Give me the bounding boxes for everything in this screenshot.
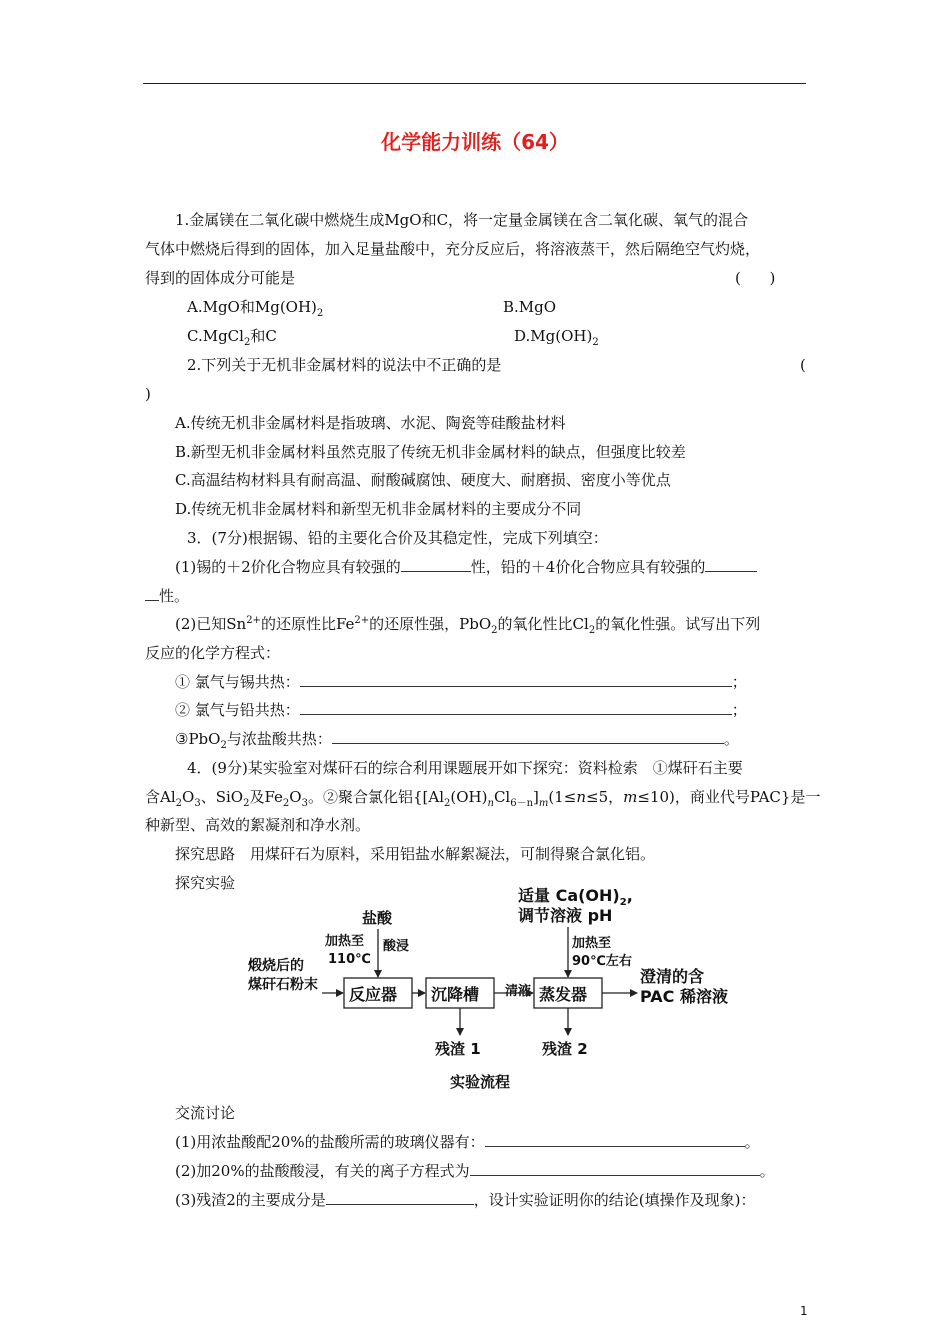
q2-option-a: A.传统无机非金属材料是指玻璃、水泥、陶瓷等硅酸盐材料	[175, 414, 566, 432]
flow-input-line-2: 煤矸石粉末	[248, 977, 318, 993]
q3-stem: 3．(7分)根据锡、铅的主要化合价及其稳定性，完成下列填空：	[187, 529, 608, 547]
q1-option-d: $D.Mg(OH)_2$	[514, 327, 599, 348]
q1-line-2: 气体中燃烧后得到的固体，加入足量盐酸中，充分反应后，将溶液蒸干，然后隔绝空气灼烧，	[145, 240, 761, 258]
flow-caoh2-line-2: 调节溶液 pH	[518, 906, 613, 925]
answer-blank[interactable]	[145, 586, 159, 601]
answer-blank[interactable]	[401, 557, 471, 572]
answer-blank[interactable]	[705, 557, 757, 572]
flow-box-reactor-label: 反应器	[349, 985, 398, 1004]
flow-output-line-1: 澄清的含	[640, 967, 705, 986]
flow-input-line-1: 煅烧后的	[248, 958, 304, 974]
q3-eq-2: ② 氯气与铅共热： ；	[175, 701, 747, 719]
q2-paren-open: (	[800, 356, 806, 374]
flow-acid-label: 盐酸	[362, 909, 393, 927]
q4-discussion-3: (3)残渣2的主要成分是 ，设计实验证明你的结论(填操作及现象)：	[175, 1191, 756, 1209]
page-number: 1	[800, 1304, 808, 1318]
q2-stem: 2.下列关于无机非金属材料的说法中不正确的是	[187, 356, 502, 374]
flow-box-settler-label: 沉降槽	[431, 985, 480, 1004]
q1-option-a: A.MgO和$Mg(OH)_2$	[187, 298, 324, 319]
q1-option-b: B.MgO	[503, 298, 557, 316]
flow-heat2-line-2: 90℃左右	[572, 954, 632, 969]
q1-option-c: C.MgCl$_2$和C	[187, 327, 277, 348]
q4-line-2: 含$Al_2O_3$、SiO$_2$及$Fe_2O_3$。②聚合氯化铝{$[Al_2(OH)_nCl_{6-n}]_m(1\le n\le 5$，m≤10)，商业代号PAC}是一	[145, 788, 821, 809]
flow-box-evaporator-label: 蒸发器	[539, 985, 588, 1004]
flow-leach-label: 酸浸	[383, 939, 410, 954]
q4-discussion-label: 交流讨论	[175, 1104, 236, 1122]
q2-paren-close: )	[145, 385, 151, 403]
q4-discussion-2: (2)加20%的盐酸酸浸，有关的离子方程式为 。	[175, 1162, 775, 1180]
q2-option-d: D.传统无机非金属材料和新型无机非金属材料的主要成分不同	[175, 500, 582, 518]
flow-caoh2-line-1: 适量 $Ca(OH)_2$,	[518, 886, 633, 908]
flow-residue-2: 残渣 2	[542, 1040, 588, 1058]
answer-blank[interactable]	[332, 729, 724, 744]
q1-answer-paren: ( )	[735, 269, 776, 287]
q1-line-1: 1.金属镁在二氧化碳中燃烧生成MgO和C，将一定量金属镁在含二氧化碳、氧气的混合	[175, 211, 749, 229]
q4-discussion-1: (1)用浓盐酸配20%的盐酸所需的玻璃仪器有： 。	[175, 1133, 760, 1151]
answer-blank[interactable]	[470, 1161, 760, 1176]
q4-line-1: 4．(9分)某实验室对煤矸石的综合利用课题展开如下探究：资料检索 ①煤矸石主要	[187, 759, 743, 777]
experiment-flow-diagram	[240, 885, 760, 1095]
answer-blank[interactable]	[300, 700, 732, 715]
q2-option-c: C.高温结构材料具有耐高温、耐酸碱腐蚀、硬度大、耐磨损、密度小等优点	[175, 471, 671, 489]
q1-line-3: 得到的固体成分可能是	[145, 269, 296, 287]
flow-heat2-line-1: 加热至	[572, 936, 612, 951]
q2-option-b: B.新型无机非金属材料虽然克服了传统无机非金属材料的缺点，但强度比较差	[175, 443, 686, 461]
page-title: 化学能力训练（64）	[381, 130, 569, 154]
q3-part-2-cont: 反应的化学方程式：	[145, 644, 281, 662]
flow-residue-1: 残渣 1	[435, 1040, 481, 1058]
q3-eq-3: ③PbO$_2$与浓盐酸共热： 。	[175, 730, 739, 751]
q3-eq-1: ① 氯气与锡共热： ；	[175, 673, 747, 691]
q3-part-1: (1)锡的＋2价化合物应具有较强的 性，铅的＋4价化合物应具有较强的	[175, 557, 757, 577]
header-rule	[143, 83, 806, 84]
flow-heat1-line-2: 110℃	[328, 952, 371, 967]
flow-heat1-line-1: 加热至	[325, 934, 365, 949]
flow-clear-liquid-label: 清液	[505, 984, 532, 999]
q4-idea: 探究思路 用煤矸石为原料，采用铝盐水解絮凝法，可制得聚合氯化铝。	[175, 845, 656, 863]
answer-blank[interactable]	[300, 672, 732, 687]
flow-caption: 实验流程	[450, 1073, 511, 1091]
q4-experiment-label: 探究实验	[175, 874, 236, 892]
q3-part-1-cont: 性。	[145, 586, 189, 606]
answer-blank[interactable]	[485, 1132, 745, 1147]
answer-blank[interactable]	[326, 1190, 474, 1205]
q3-part-2: (2)已知$Sn^{2+}$的还原性比$Fe^{2+}$的还原性强，PbO$_2$的氧化性比$Cl_2$的氧化性强。试写出下列	[175, 615, 761, 636]
q4-line-3: 种新型、高效的絮凝剂和净水剂。	[145, 816, 371, 834]
flow-output-line-2: PAC 稀溶液	[640, 987, 728, 1006]
